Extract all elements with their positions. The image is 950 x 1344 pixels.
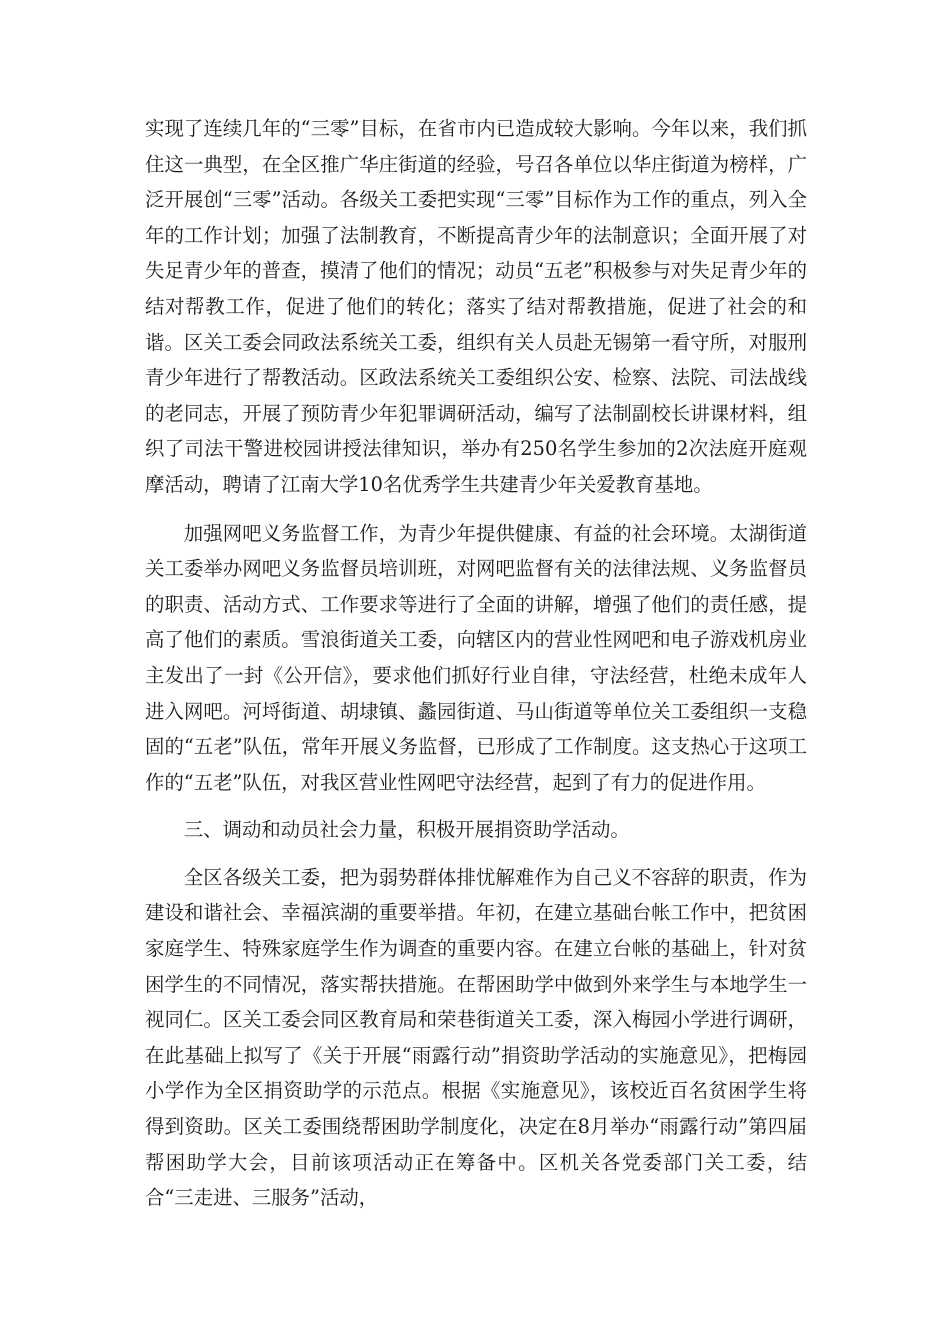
section-heading-donation: 三、调动和动员社会力量，积极开展捐资助学活动。 — [183, 818, 630, 842]
paragraph-legal-education: 实现了连续几年的“三零”目标，在省市内已造成较大影响。今年以来，我们抓住这一典型，在全区推广华庄街道的经验，号召各单位以华庄街道为榜样，广泛开展创“三零”活动。各级关工委把实现“三零”目标作为工作的重点，列入全年的工作计划；加强了法制教育，不断提高青少年的法制意识；全面开展了对失足青少年的普查，摸清了他们的情况；动员“五老”积极参与对失足青少年的结对帮教工作，促进了他们的转化；落实了结对帮教措施，促进了社会的和谐。区关工委会同政法系统关工委，组织有关人员赴无锡第一看守所，对服刑青少年进行了帮教活动。区政法系统关工委组织公安、检察、法院、司法战线的老同志，开展了预防青少年犯罪调研活动，编写了法制副校长讲课材料，组织了司法干警进校园讲授法律知识，举办有250名学生参加的2次法庭开庭观摩活动，聘请了江南大学10名优秀学生共建青少年关爱教育基地。 — [145, 117, 807, 496]
paragraph-student-assistance: 全区各级关工委，把为弱势群体排忧解难作为自己义不容辞的职责，作为建设和谐社会、幸福滨湖的重要举措。年初，在建立基础台帐工作中，把贫困家庭学生、特殊家庭学生作为调查的重要内容。在建立台帐的基础上，针对贫困学生的不同情况，落实帮扶措施。在帮困助学中做到外来学生与本地学生一视同仁。区关工委会同区教育局和荣巷街道关工委，深入梅园小学进行调研，在此基础上拟写了《关于开展“雨露行动”捐资助学活动的实施意见》，把梅园小学作为全区捐资助学的示范点。根据《实施意见》，该校近百名贫困学生将得到资助。区关工委围绕帮困助学制度化，决定在8月举办“雨露行动”第四届帮困助学大会，目前该项活动正在筹备中。区机关各党委部门关工委，结合“三走进、三服务”活动， — [145, 865, 807, 1210]
paragraph-internet-cafe-supervision: 加强网吧义务监督工作，为青少年提供健康、有益的社会环境。太湖街道关工委举办网吧义务监督员培训班，对网吧监督有关的法律法规、义务监督员的职责、活动方式、工作要求等进行了全面的讲解，增强了他们的责任感，提高了他们的素质。雪浪街道关工委，向辖区内的营业性网吧和电子游戏机房业主发出了一封《公开信》，要求他们抓好行业自律，守法经营，杜绝未成年人进入网吧。河埒街道、胡埭镇、蠡园街道、马山街道等单位关工委组织一支稳固的“五老”队伍，常年开展义务监督，已形成了工作制度。这支热心于这项工作的“五老”队伍，对我区营业性网吧守法经营，起到了有力的促进作用。 — [145, 521, 807, 794]
document-page — [145, 111, 807, 1216]
